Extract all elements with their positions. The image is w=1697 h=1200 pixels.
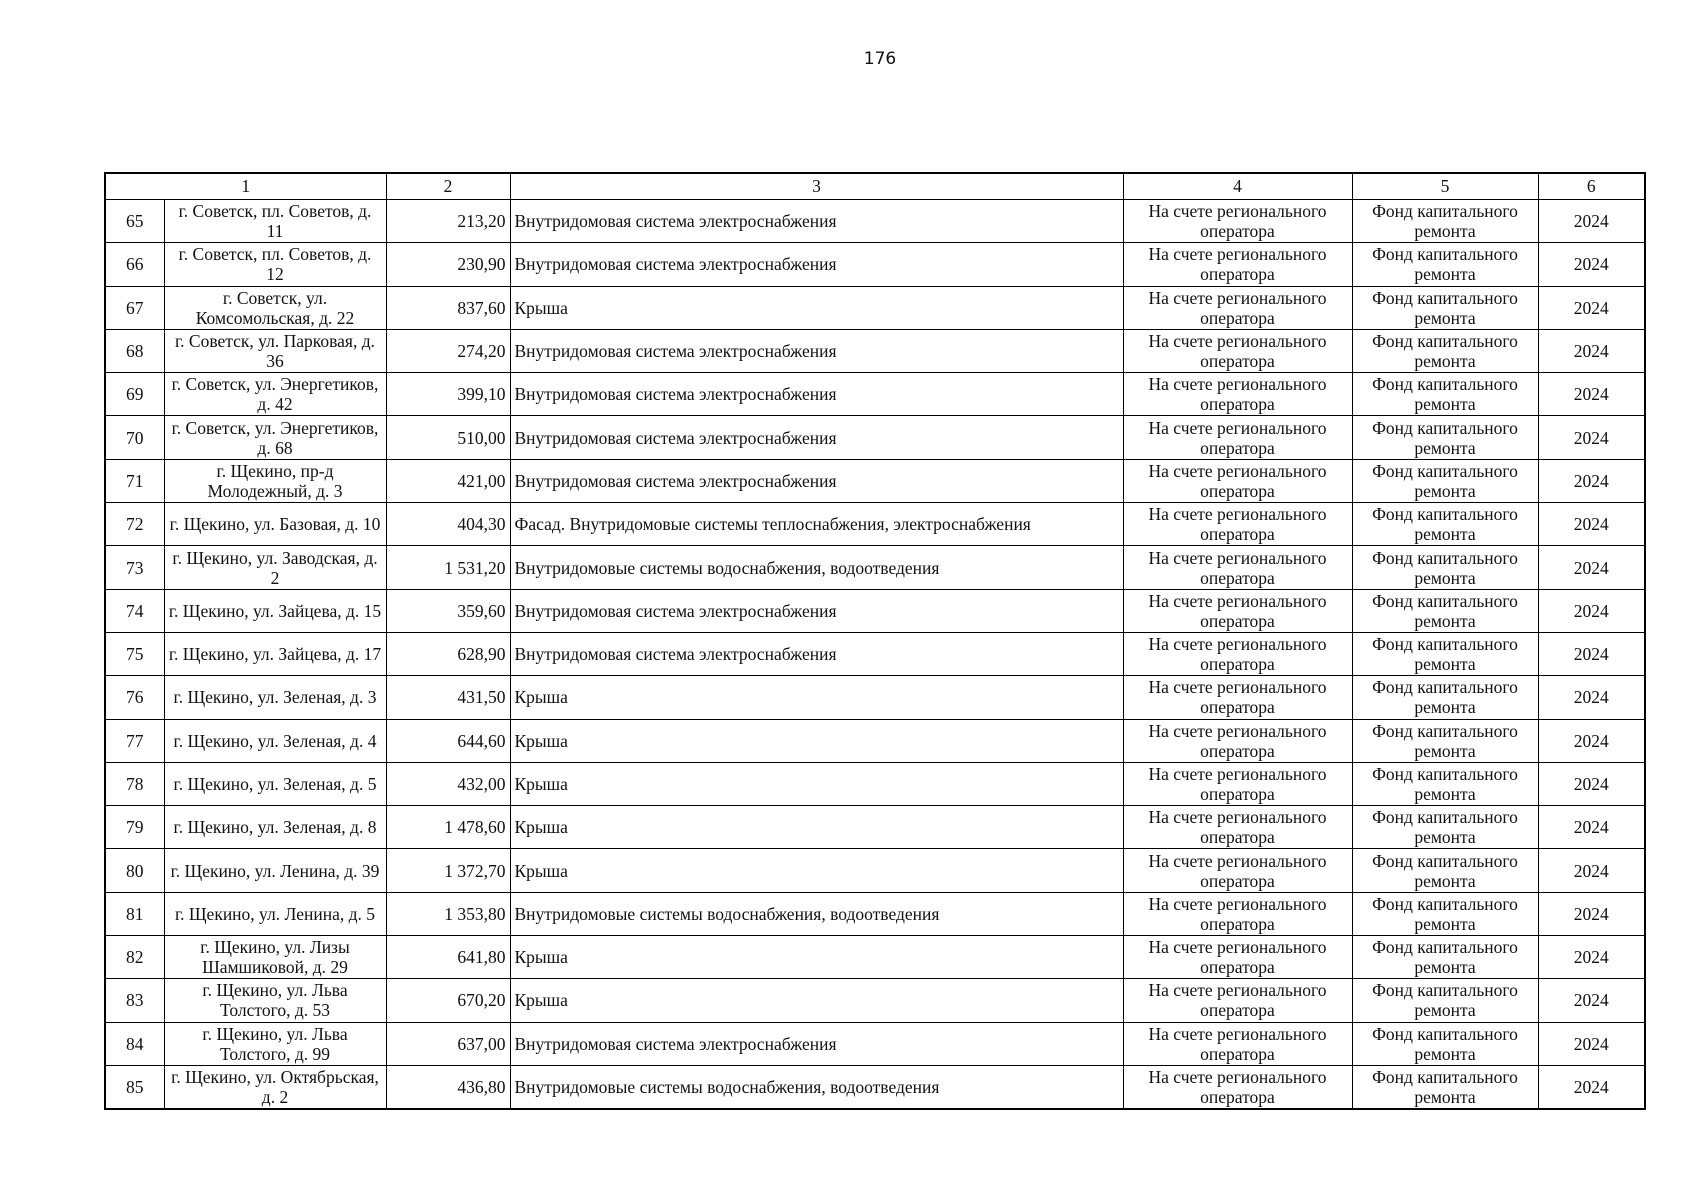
account-cell: На счете регионального оператора <box>1123 936 1352 979</box>
row-number: 77 <box>105 719 164 762</box>
year-cell: 2024 <box>1538 892 1645 935</box>
funding-source-cell: Фонд капитального ремонта <box>1352 459 1538 502</box>
header-col-1: 1 <box>105 173 386 200</box>
area-cell: 436,80 <box>386 1065 510 1109</box>
area-cell: 637,00 <box>386 1022 510 1065</box>
area-cell: 1 353,80 <box>386 892 510 935</box>
row-number: 69 <box>105 373 164 416</box>
address-cell: г. Щекино, ул. Зеленая, д. 4 <box>164 719 386 762</box>
address-cell: г. Советск, ул. Парковая, д. 36 <box>164 329 386 372</box>
year-cell: 2024 <box>1538 416 1645 459</box>
table-row <box>105 459 1645 502</box>
year-cell: 2024 <box>1538 936 1645 979</box>
year-cell: 2024 <box>1538 503 1645 546</box>
row-number: 78 <box>105 762 164 805</box>
table-row <box>105 589 1645 632</box>
row-number: 68 <box>105 329 164 372</box>
header-col-6: 6 <box>1538 173 1645 200</box>
funding-source-cell: Фонд капитального ремонта <box>1352 243 1538 286</box>
area-cell: 644,60 <box>386 719 510 762</box>
works-cell: Фасад. Внутридомовые системы теплоснабжения, электроснабжения <box>510 503 1123 546</box>
funding-source-cell: Фонд капитального ремонта <box>1352 806 1538 849</box>
funding-source-cell: Фонд капитального ремонта <box>1352 503 1538 546</box>
year-cell: 2024 <box>1538 546 1645 589</box>
year-cell: 2024 <box>1538 589 1645 632</box>
works-cell: Внутридомовая система электроснабжения <box>510 1022 1123 1065</box>
address-cell: г. Советск, пл. Советов, д. 12 <box>164 243 386 286</box>
row-number: 76 <box>105 676 164 719</box>
table-row <box>105 849 1645 892</box>
area-cell: 1 531,20 <box>386 546 510 589</box>
repair-program-table <box>104 172 1646 1110</box>
works-cell: Внутридомовая система электроснабжения <box>510 589 1123 632</box>
header-col-2: 2 <box>386 173 510 200</box>
area-cell: 230,90 <box>386 243 510 286</box>
address-cell: г. Щекино, ул. Зеленая, д. 8 <box>164 806 386 849</box>
works-cell: Внутридомовые системы водоснабжения, водоотведения <box>510 1065 1123 1109</box>
area-cell: 274,20 <box>386 329 510 372</box>
works-cell: Крыша <box>510 979 1123 1022</box>
account-cell: На счете регионального оператора <box>1123 806 1352 849</box>
address-cell: г. Щекино, ул. Зайцева, д. 15 <box>164 589 386 632</box>
year-cell: 2024 <box>1538 200 1645 243</box>
year-cell: 2024 <box>1538 979 1645 1022</box>
works-cell: Крыша <box>510 286 1123 329</box>
row-number: 82 <box>105 936 164 979</box>
address-cell: г. Советск, ул. Комсомольская, д. 22 <box>164 286 386 329</box>
table-row <box>105 416 1645 459</box>
funding-source-cell: Фонд капитального ремонта <box>1352 632 1538 675</box>
row-number: 67 <box>105 286 164 329</box>
year-cell: 2024 <box>1538 286 1645 329</box>
works-cell: Внутридомовые системы водоснабжения, водоотведения <box>510 546 1123 589</box>
area-cell: 431,50 <box>386 676 510 719</box>
works-cell: Внутридомовая система электроснабжения <box>510 459 1123 502</box>
account-cell: На счете регионального оператора <box>1123 762 1352 805</box>
table-row <box>105 632 1645 675</box>
year-cell: 2024 <box>1538 762 1645 805</box>
table-row <box>105 892 1645 935</box>
address-cell: г. Советск, ул. Энергетиков, д. 68 <box>164 416 386 459</box>
table-row <box>105 979 1645 1022</box>
header-col-5: 5 <box>1352 173 1538 200</box>
area-cell: 359,60 <box>386 589 510 632</box>
page-number: 176 <box>863 49 897 69</box>
account-cell: На счете регионального оператора <box>1123 373 1352 416</box>
address-cell: г. Щекино, ул. Зайцева, д. 17 <box>164 632 386 675</box>
account-cell: На счете регионального оператора <box>1123 1065 1352 1109</box>
year-cell: 2024 <box>1538 243 1645 286</box>
works-cell: Внутридомовая система электроснабжения <box>510 416 1123 459</box>
address-cell: г. Щекино, ул. Ленина, д. 5 <box>164 892 386 935</box>
funding-source-cell: Фонд капитального ремонта <box>1352 546 1538 589</box>
works-cell: Крыша <box>510 806 1123 849</box>
account-cell: На счете регионального оператора <box>1123 1022 1352 1065</box>
row-number: 84 <box>105 1022 164 1065</box>
table-row <box>105 676 1645 719</box>
funding-source-cell: Фонд капитального ремонта <box>1352 719 1538 762</box>
works-cell: Внутридомовая система электроснабжения <box>510 243 1123 286</box>
header-col-3: 3 <box>510 173 1123 200</box>
funding-source-cell: Фонд капитального ремонта <box>1352 416 1538 459</box>
address-cell: г. Советск, ул. Энергетиков, д. 42 <box>164 373 386 416</box>
works-cell: Внутридомовая система электроснабжения <box>510 373 1123 416</box>
row-number: 71 <box>105 459 164 502</box>
address-cell: г. Щекино, пр-д Молодежный, д. 3 <box>164 459 386 502</box>
year-cell: 2024 <box>1538 676 1645 719</box>
funding-source-cell: Фонд капитального ремонта <box>1352 936 1538 979</box>
area-cell: 837,60 <box>386 286 510 329</box>
account-cell: На счете регионального оператора <box>1123 416 1352 459</box>
area-cell: 432,00 <box>386 762 510 805</box>
table-row <box>105 806 1645 849</box>
address-cell: г. Советск, пл. Советов, д. 11 <box>164 200 386 243</box>
table-row <box>105 719 1645 762</box>
funding-source-cell: Фонд капитального ремонта <box>1352 329 1538 372</box>
area-cell: 404,30 <box>386 503 510 546</box>
year-cell: 2024 <box>1538 1065 1645 1109</box>
account-cell: На счете регионального оператора <box>1123 200 1352 243</box>
table-row <box>105 762 1645 805</box>
area-cell: 670,20 <box>386 979 510 1022</box>
address-cell: г. Щекино, ул. Заводская, д. 2 <box>164 546 386 589</box>
account-cell: На счете регионального оператора <box>1123 676 1352 719</box>
year-cell: 2024 <box>1538 719 1645 762</box>
header-row <box>105 173 1645 200</box>
table-row <box>105 329 1645 372</box>
account-cell: На счете регионального оператора <box>1123 329 1352 372</box>
row-number: 85 <box>105 1065 164 1109</box>
row-number: 80 <box>105 849 164 892</box>
year-cell: 2024 <box>1538 849 1645 892</box>
year-cell: 2024 <box>1538 459 1645 502</box>
table-row <box>105 1022 1645 1065</box>
year-cell: 2024 <box>1538 373 1645 416</box>
funding-source-cell: Фонд капитального ремонта <box>1352 589 1538 632</box>
table-row <box>105 1065 1645 1109</box>
works-cell: Крыша <box>510 719 1123 762</box>
year-cell: 2024 <box>1538 329 1645 372</box>
year-cell: 2024 <box>1538 1022 1645 1065</box>
table-row <box>105 503 1645 546</box>
account-cell: На счете регионального оператора <box>1123 589 1352 632</box>
address-cell: г. Щекино, ул. Зеленая, д. 3 <box>164 676 386 719</box>
row-number: 75 <box>105 632 164 675</box>
table-row <box>105 200 1645 243</box>
account-cell: На счете регионального оператора <box>1123 849 1352 892</box>
funding-source-cell: Фонд капитального ремонта <box>1352 676 1538 719</box>
funding-source-cell: Фонд капитального ремонта <box>1352 1065 1538 1109</box>
row-number: 73 <box>105 546 164 589</box>
account-cell: На счете регионального оператора <box>1123 979 1352 1022</box>
account-cell: На счете регионального оператора <box>1123 632 1352 675</box>
funding-source-cell: Фонд капитального ремонта <box>1352 849 1538 892</box>
row-number: 70 <box>105 416 164 459</box>
address-cell: г. Щекино, ул. Октябрьская, д. 2 <box>164 1065 386 1109</box>
account-cell: На счете регионального оператора <box>1123 459 1352 502</box>
area-cell: 641,80 <box>386 936 510 979</box>
area-cell: 399,10 <box>386 373 510 416</box>
funding-source-cell: Фонд капитального ремонта <box>1352 1022 1538 1065</box>
address-cell: г. Щекино, ул. Льва Толстого, д. 53 <box>164 979 386 1022</box>
row-number: 83 <box>105 979 164 1022</box>
works-cell: Крыша <box>510 936 1123 979</box>
funding-source-cell: Фонд капитального ремонта <box>1352 373 1538 416</box>
row-number: 74 <box>105 589 164 632</box>
address-cell: г. Щекино, ул. Ленина, д. 39 <box>164 849 386 892</box>
works-cell: Внутридомовая система электроснабжения <box>510 329 1123 372</box>
works-cell: Внутридомовая система электроснабжения <box>510 200 1123 243</box>
table-row <box>105 546 1645 589</box>
works-cell: Внутридомовая система электроснабжения <box>510 632 1123 675</box>
row-number: 79 <box>105 806 164 849</box>
table-row <box>105 373 1645 416</box>
table-body <box>105 200 1645 1110</box>
address-cell: г. Щекино, ул. Лизы Шамшиковой, д. 29 <box>164 936 386 979</box>
funding-source-cell: Фонд капитального ремонта <box>1352 286 1538 329</box>
works-cell: Внутридомовые системы водоснабжения, водоотведения <box>510 892 1123 935</box>
area-cell: 510,00 <box>386 416 510 459</box>
address-cell: г. Щекино, ул. Базовая, д. 10 <box>164 503 386 546</box>
area-cell: 213,20 <box>386 200 510 243</box>
area-cell: 1 478,60 <box>386 806 510 849</box>
account-cell: На счете регионального оператора <box>1123 503 1352 546</box>
account-cell: На счете регионального оператора <box>1123 286 1352 329</box>
table-row <box>105 286 1645 329</box>
header-col-4: 4 <box>1123 173 1352 200</box>
account-cell: На счете регионального оператора <box>1123 243 1352 286</box>
year-cell: 2024 <box>1538 632 1645 675</box>
address-cell: г. Щекино, ул. Зеленая, д. 5 <box>164 762 386 805</box>
area-cell: 628,90 <box>386 632 510 675</box>
address-cell: г. Щекино, ул. Льва Толстого, д. 99 <box>164 1022 386 1065</box>
row-number: 72 <box>105 503 164 546</box>
area-cell: 421,00 <box>386 459 510 502</box>
account-cell: На счете регионального оператора <box>1123 892 1352 935</box>
works-cell: Крыша <box>510 849 1123 892</box>
funding-source-cell: Фонд капитального ремонта <box>1352 892 1538 935</box>
funding-source-cell: Фонд капитального ремонта <box>1352 762 1538 805</box>
account-cell: На счете регионального оператора <box>1123 719 1352 762</box>
year-cell: 2024 <box>1538 806 1645 849</box>
area-cell: 1 372,70 <box>386 849 510 892</box>
works-cell: Крыша <box>510 676 1123 719</box>
works-cell: Крыша <box>510 762 1123 805</box>
row-number: 65 <box>105 200 164 243</box>
funding-source-cell: Фонд капитального ремонта <box>1352 979 1538 1022</box>
table-row <box>105 936 1645 979</box>
row-number: 66 <box>105 243 164 286</box>
account-cell: На счете регионального оператора <box>1123 546 1352 589</box>
funding-source-cell: Фонд капитального ремонта <box>1352 200 1538 243</box>
table-row <box>105 243 1645 286</box>
row-number: 81 <box>105 892 164 935</box>
